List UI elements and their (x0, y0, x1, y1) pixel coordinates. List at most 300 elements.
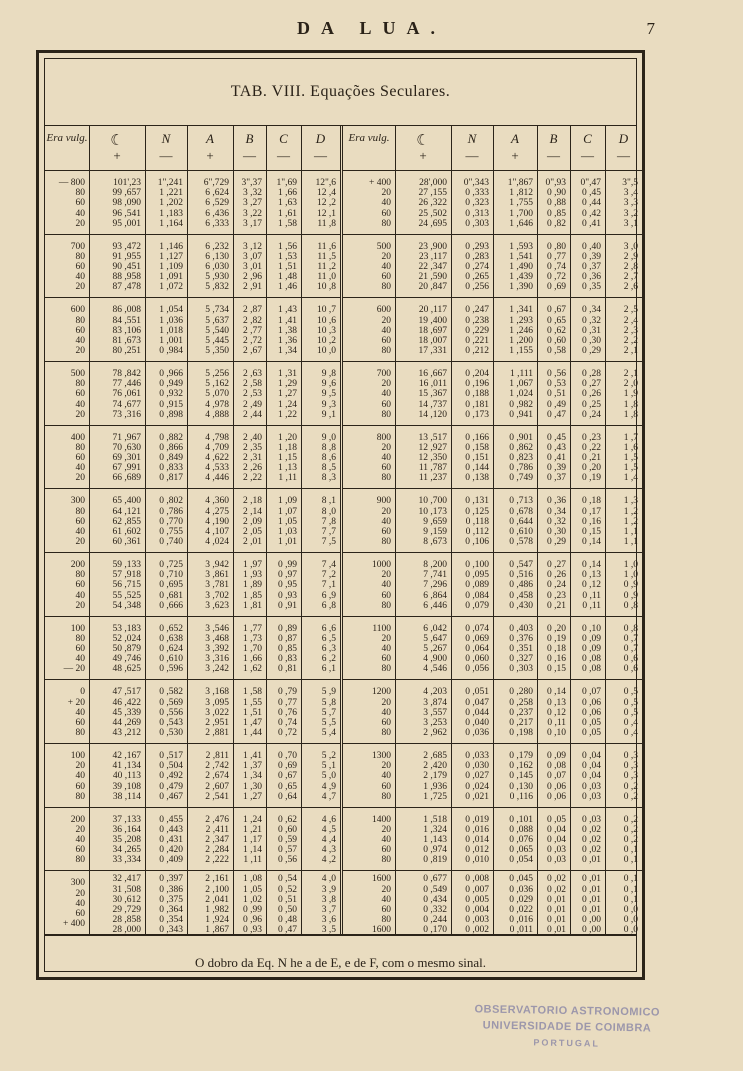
table-cell: 60 (75, 717, 85, 728)
table-cell: 0 ,3 (623, 761, 638, 772)
table-cell: 7 ,5 (321, 537, 336, 548)
table-cell: 0 ,849 (159, 453, 183, 464)
table-cell: 80 (75, 855, 85, 866)
column-sign: — (581, 148, 594, 163)
table-cell: 88 ,958 (112, 272, 141, 283)
left-cell-column-moon (91, 433, 141, 484)
table-cell: 0 ,14 (547, 687, 566, 698)
right-cell-column-era (345, 751, 391, 802)
table-cell: 11 ,8 (317, 218, 336, 229)
table-cell: 1 ,34 (243, 771, 262, 782)
table-cell: 3 ,253 (423, 717, 447, 728)
page-number: 7 (646, 19, 655, 38)
table-cell: 20 (381, 697, 391, 708)
table-cell: 0 ,547 (509, 560, 533, 570)
table-cell: 11 ,0 (317, 272, 336, 283)
table-cell: 0 ,44 (582, 198, 601, 209)
table-row-block (45, 679, 340, 744)
table-cell: 77 ,446 (112, 379, 141, 390)
table-cell: 55 ,525 (112, 590, 141, 601)
right-cell-column-D (607, 242, 638, 293)
table-cell: 40 (381, 198, 391, 209)
right-cell-column-era (345, 687, 391, 738)
table-cell: 80 (381, 915, 391, 926)
table-cell: 80 (381, 855, 391, 866)
table-cell: 9 ,5 (321, 389, 336, 400)
table-cell: 1 ,09 (278, 496, 297, 507)
table-cell: 6 ,864 (423, 590, 447, 601)
right-cell-column-moon (397, 624, 447, 675)
table-cell: 0 ,02 (547, 884, 566, 895)
table-cell: 1 ,13 (278, 463, 297, 474)
right-cell-column-A (495, 178, 533, 229)
table-cell: 0 ,409 (159, 855, 183, 866)
table-cell: 14 ,120 (418, 409, 447, 420)
left-cell-column-D (303, 178, 336, 229)
table-cell: 6 ,446 (423, 600, 447, 611)
table-cell: 0 ,725 (159, 560, 183, 570)
table-cell: 5 ,734 (205, 305, 229, 316)
table-cell: 9 ,659 (423, 516, 447, 527)
table-cell: 0 ,749 (509, 473, 533, 484)
left-cell-column-era (47, 560, 85, 611)
table-cell: 1 ,36 (278, 335, 297, 346)
stamp-line-1: OBSERVATORIO ASTRONOMICO (474, 1003, 661, 1019)
table-cell: 1 ,55 (243, 697, 262, 708)
right-cell-column-C (572, 815, 601, 866)
table-cell: 0 ,060 (465, 654, 489, 665)
table-cell: 0 ,130 (509, 781, 533, 792)
left-cell-column-era (47, 751, 85, 802)
table-cell: 60 (75, 781, 85, 792)
table-cell: 2 ,742 (205, 761, 229, 772)
table-cell: 0 ,01 (582, 874, 601, 885)
table-cell: 0 ,713 (509, 496, 533, 507)
table-cell: 40 (75, 835, 85, 846)
table-cell: 0 ,99 (243, 904, 262, 915)
left-cell-column-era (47, 369, 85, 420)
table-cell: 6 ,3 (321, 644, 336, 655)
table-cell: 20 (75, 600, 85, 611)
table-cell: 2 ,962 (423, 728, 447, 739)
table-cell: 40 (381, 325, 391, 336)
table-cell: 1 ,51 (243, 707, 262, 718)
running-head (0, 18, 743, 44)
table-cell: 7 ,8 (321, 516, 336, 527)
table-cell: 0 ,144 (465, 463, 489, 474)
table-cell: 38 ,114 (112, 791, 141, 802)
left-cell-column-B (235, 874, 262, 935)
table-cell: 1400 (372, 814, 391, 825)
left-cell-column-B (235, 496, 262, 547)
table-cell: 0 ,397 (159, 874, 183, 885)
table-cell: 0 ,256 (465, 282, 489, 293)
table-cell: 0 ,047 (465, 697, 489, 708)
table-cell: 0 ,0 (623, 925, 638, 936)
table-cell: 1 ,93 (243, 570, 262, 581)
table-cell: 0 ,011 (509, 925, 533, 936)
table-cell: 4 ,360 (205, 496, 229, 507)
table-cell: 0 ,29 (582, 346, 601, 357)
table-cell: 1 ,4 (623, 473, 638, 484)
table-cell: 0 ,710 (159, 570, 183, 581)
right-cell-column-C (572, 496, 601, 547)
table-cell: 2 ,44 (243, 409, 262, 420)
right-cell-column-era (345, 305, 391, 356)
table-cell: 0 ,376 (509, 633, 533, 644)
table-cell: 1 ,755 (509, 198, 533, 209)
table-cell: 5 ,070 (205, 389, 229, 400)
right-cell-column-N (453, 496, 489, 547)
table-cell: 3 ,5 (321, 925, 336, 936)
left-cell-column-A (189, 874, 229, 935)
table-cell: 0 ,045 (509, 874, 533, 885)
table-cell: 0 ,076 (509, 835, 533, 846)
table-cell: 0 ,966 (159, 369, 183, 379)
table-cell: 0 ,4 (623, 728, 638, 739)
table-cell: 46 ,422 (112, 697, 141, 708)
table-cell: 1200 (372, 687, 391, 698)
table-cell: 0 ,88 (547, 198, 566, 209)
table-cell: 0 ,39 (582, 251, 601, 262)
table-cell: 0 ,65 (547, 315, 566, 326)
column-name: N (467, 131, 477, 146)
table-cell: 0 ,56 (547, 369, 566, 379)
table-cell: 60 (75, 262, 85, 273)
table-cell: 71 ,967 (112, 432, 141, 443)
table-cell: 20 (381, 379, 391, 390)
table-cell: 0 ,074 (465, 623, 489, 634)
table-cell: 12 ,4 (317, 188, 336, 199)
library-stamp (462, 1001, 673, 1053)
left-cell-column-C (268, 242, 297, 293)
table-cell: 1 ,0 (623, 560, 638, 570)
table-cell: 3 ,6 (321, 915, 336, 926)
table-cell: 1 ,072 (159, 282, 183, 293)
table-cell: 81 ,673 (112, 335, 141, 346)
table-cell: 3 ,12 (243, 241, 262, 252)
table-cell: 0 ,088 (509, 824, 533, 835)
table-frame (36, 50, 645, 980)
table-cell: 0 ,2 (623, 791, 638, 802)
right-cell-column-era (345, 496, 391, 547)
table-cell: 0 ,283 (465, 251, 489, 262)
table-cell: 4 ,546 (423, 664, 447, 675)
table-cell: 6 ,1 (321, 664, 336, 675)
table-cell: 96 ,541 (112, 208, 141, 219)
table-cell: 0 ,181 (465, 399, 489, 410)
table-cell: 13 ,517 (418, 432, 447, 443)
table-cell: 0 ,30 (547, 526, 566, 537)
table-cell: 4 ,275 (205, 506, 229, 517)
right-cell-column-moon (397, 305, 447, 356)
table-cell: 0 ,07 (547, 771, 566, 782)
table-cell: 0 ,24 (582, 409, 601, 420)
table-cell: 1 ,390 (509, 282, 533, 293)
table-cell: 0 ,8 (623, 623, 638, 634)
table-cell: 31 ,508 (112, 884, 141, 895)
table-cell: 4 ,798 (205, 432, 229, 443)
right-cell-column-C (572, 369, 601, 420)
table-cell: 0 ,18 (547, 644, 566, 655)
right-cell-column-B (539, 433, 566, 484)
table-row-block (343, 297, 642, 362)
table-cell: 1 ,1 (623, 537, 638, 548)
table-cell: 0 ,10 (582, 623, 601, 634)
table-cell: 2 ,87 (243, 305, 262, 316)
table-cell: 0 ,021 (465, 791, 489, 802)
table-cell: 40 (381, 580, 391, 591)
table-cell: 2 ,1 (623, 346, 638, 357)
table-cell: 2 ,0 (623, 379, 638, 390)
table-cell: 4 ,107 (205, 526, 229, 537)
table-cell: 40 (381, 516, 391, 527)
table-cell: 80 (381, 664, 391, 675)
table-cell: 0 ,274 (465, 262, 489, 273)
table-cell: 0 ,04 (547, 835, 566, 846)
right-cell-column-D (607, 874, 638, 935)
table-cell: 3 ,32 (243, 188, 262, 199)
table-cell: 1 ,221 (159, 188, 183, 199)
table-cell: 0 ,786 (159, 506, 183, 517)
table-cell: 6 ,436 (205, 208, 229, 219)
table-cell: 84 ,551 (112, 315, 141, 326)
table-cell: 1 ,31 (278, 369, 297, 379)
table-cell: 0 ,09 (582, 644, 601, 655)
table-cell: 2 ,40 (243, 432, 262, 443)
table-cell: 0 ,57 (278, 845, 297, 856)
table-cell: 0 ,005 (465, 894, 489, 905)
table-cell: 10 ,173 (418, 506, 447, 517)
table-cell: 8 ,8 (321, 442, 336, 453)
left-cell-column-B (235, 751, 262, 802)
table-cell: 0 ,112 (465, 526, 489, 537)
left-header-moon (89, 126, 146, 170)
table-cell: 12 ,350 (418, 453, 447, 464)
table-cell: 0 ,06 (582, 697, 601, 708)
left-cell-column-N (147, 624, 183, 675)
table-cell: 0 ,054 (509, 855, 533, 866)
table-cell: + 400 (369, 178, 391, 188)
table-cell: 1 ,2 (623, 506, 638, 517)
table-cell: 9 ,6 (321, 379, 336, 390)
table-cell: — 20 (63, 664, 85, 675)
table-cell: 60 (381, 781, 391, 792)
table-cell: 41 ,134 (112, 761, 141, 772)
table-cell: 0 ,79 (278, 687, 297, 698)
table-cell: 5 ,8 (321, 697, 336, 708)
table-cell: 0 ,03 (582, 791, 601, 802)
table-cell: 0 ,2 (623, 824, 638, 835)
right-cell-column-era (345, 874, 391, 935)
table-cell: 1 ,067 (509, 379, 533, 390)
table-cell: 1 ,27 (278, 389, 297, 400)
table-cell: 0 ,83 (278, 654, 297, 665)
table-cell: 0 ,20 (547, 623, 566, 634)
table-cell: 80 (75, 315, 85, 326)
table-cell: 0 ,05 (582, 728, 601, 739)
table-cell: 15 ,367 (418, 389, 447, 400)
table-cell: 39 ,108 (112, 781, 141, 792)
column-name: A (511, 131, 519, 146)
table-cell: 1 ,725 (423, 791, 447, 802)
column-sign: + (206, 148, 214, 163)
column-sign: — (547, 148, 560, 163)
table-cell: 37 ,133 (112, 814, 141, 825)
table-cell: 6 ,624 (205, 188, 229, 199)
table-cell: 40 (75, 208, 85, 219)
table-cell: 1 ,14 (243, 845, 262, 856)
table-cell: 1 ,6 (623, 442, 638, 453)
table-cell: 60 (75, 516, 85, 527)
table-cell: 1 ,1 (623, 526, 638, 537)
left-cell-column-D (303, 874, 336, 935)
table-cell: 1",241 (157, 178, 183, 188)
left-cell-column-B (235, 433, 262, 484)
table-cell: 0 ,01 (582, 894, 601, 905)
table-cell: 48 ,625 (112, 664, 141, 675)
table-cell: 0 ,58 (547, 346, 566, 357)
table-cell: 5 ,256 (205, 369, 229, 379)
table-cell: 0",93 (545, 178, 566, 188)
table-cell: 1 ,593 (509, 241, 533, 252)
table-cell: 3 ,01 (243, 262, 262, 273)
table-row-block (45, 743, 340, 808)
left-cell-column-era (47, 242, 85, 293)
table-cell: 12",6 (315, 178, 336, 188)
table-cell: 0 ,051 (465, 687, 489, 698)
left-cell-column-D (303, 242, 336, 293)
left-cell-column-B (235, 242, 262, 293)
table-cell: 0 ,45 (547, 432, 566, 443)
table-cell: 40 (381, 707, 391, 718)
table-cell: 0 ,866 (159, 442, 183, 453)
table-cell: 1 ,22 (278, 409, 297, 420)
table-cell: 3 ,546 (205, 623, 229, 634)
table-cell: 3 ,557 (423, 707, 447, 718)
table-cell: 2 ,7 (623, 272, 638, 283)
left-header-B (233, 126, 267, 170)
table-cell: 1 ,246 (509, 325, 533, 336)
table-cell: 1 ,66 (278, 188, 297, 199)
table-row-block (45, 170, 340, 235)
column-sign: — (617, 148, 630, 163)
table-cell: 11 ,237 (418, 473, 447, 484)
table-cell: 0 ,431 (159, 835, 183, 846)
table-cell: 0 ,3 (623, 751, 638, 761)
table-cell: 3 ,242 (205, 664, 229, 675)
column-sign: + (511, 148, 519, 163)
table-cell: 20 (75, 761, 85, 772)
table-cell: 54 ,348 (112, 600, 141, 611)
table-cell: 0 ,786 (509, 463, 533, 474)
table-cell: 0 ,4 (623, 717, 638, 728)
table-cell: 60 (75, 453, 85, 464)
table-cell: 0 ,420 (159, 845, 183, 856)
table-cell: 2 ,6 (623, 282, 638, 293)
table-cell: 0 ,69 (278, 761, 297, 772)
table-cell: 60 (75, 580, 85, 591)
table-cell: 0 ,1 (623, 874, 638, 885)
table-cell: 0 ,2 (623, 781, 638, 792)
table-cell: 0 ,2 (623, 814, 638, 825)
table-cell: 3",37 (241, 178, 262, 188)
left-cell-column-B (235, 178, 262, 229)
table-cell: 0 ,03 (547, 855, 566, 866)
table-cell: 60 (75, 644, 85, 655)
table-cell: 0 ,04 (582, 761, 601, 772)
table-cell: 2 ,3 (623, 325, 638, 336)
table-cell: 86 ,008 (112, 305, 141, 316)
table-cell: 1 ,293 (509, 315, 533, 326)
table-cell: 80 (75, 570, 85, 581)
table-cell: 4 ,978 (205, 399, 229, 410)
table-cell: 0 ,67 (278, 771, 297, 782)
table-cell: 1 ,9 (623, 389, 638, 400)
table-cell: 0 ,39 (547, 463, 566, 474)
table-cell: 0 ,23 (582, 432, 601, 443)
right-cell-column-B (539, 369, 566, 420)
table-cell: 1 ,001 (159, 335, 183, 346)
table-cell: 80 (75, 633, 85, 644)
table-cell: 0 ,9 (623, 580, 638, 591)
table-cell: 22 ,347 (418, 262, 447, 273)
table-cell: 80 (381, 600, 391, 611)
table-cell: 0 ,530 (159, 728, 183, 739)
table-cell: 20 (381, 570, 391, 581)
table-cell: 0 ,5 (623, 687, 638, 698)
table-cell: 0 ,293 (465, 241, 489, 252)
left-cell-column-era (47, 878, 85, 929)
left-cell-column-A (189, 751, 229, 802)
table-cell: 1 ,61 (278, 208, 297, 219)
table-cell: 1 ,97 (243, 560, 262, 570)
table-cell: 0 ,53 (547, 379, 566, 390)
table-cell: 7 ,4 (321, 560, 336, 570)
table-cell: 200 (70, 560, 85, 570)
right-cell-column-N (453, 815, 489, 866)
table-cell: 0 ,014 (465, 835, 489, 846)
table-row-block (343, 870, 642, 934)
table-cell: 8 ,6 (321, 453, 336, 464)
table-cell: 2 ,420 (423, 761, 447, 772)
table-cell: 0 ,93 (243, 925, 262, 936)
right-cell-column-D (607, 751, 638, 802)
table-cell: 6 ,130 (205, 251, 229, 262)
table-cell: 0 ,1 (623, 884, 638, 895)
table-cell: 0 ,949 (159, 379, 183, 390)
table-cell: 0 ,125 (465, 506, 489, 517)
table-cell: 60 (381, 399, 391, 410)
table-cell: 2 ,1 (623, 369, 638, 379)
table-cell: 5 ,267 (423, 644, 447, 655)
table-cell: 1 ,439 (509, 272, 533, 283)
table-cell: 2 ,476 (205, 814, 229, 825)
table-cell: 0 ,817 (159, 473, 183, 484)
left-cell-column-N (147, 242, 183, 293)
table-cell: 1 ,73 (243, 633, 262, 644)
table-cell: 0 ,016 (465, 824, 489, 835)
table-cell: 0 ,23 (547, 590, 566, 601)
right-cell-column-moon (397, 433, 447, 484)
left-cell-column-era (47, 305, 85, 356)
table-cell: 2 ,811 (205, 751, 229, 761)
left-cell-column-moon (91, 560, 141, 611)
table-cell: 0 ,01 (547, 925, 566, 936)
right-cell-column-C (572, 751, 601, 802)
table-cell: 0 ,08 (582, 654, 601, 665)
table-cell: 80 (381, 791, 391, 802)
